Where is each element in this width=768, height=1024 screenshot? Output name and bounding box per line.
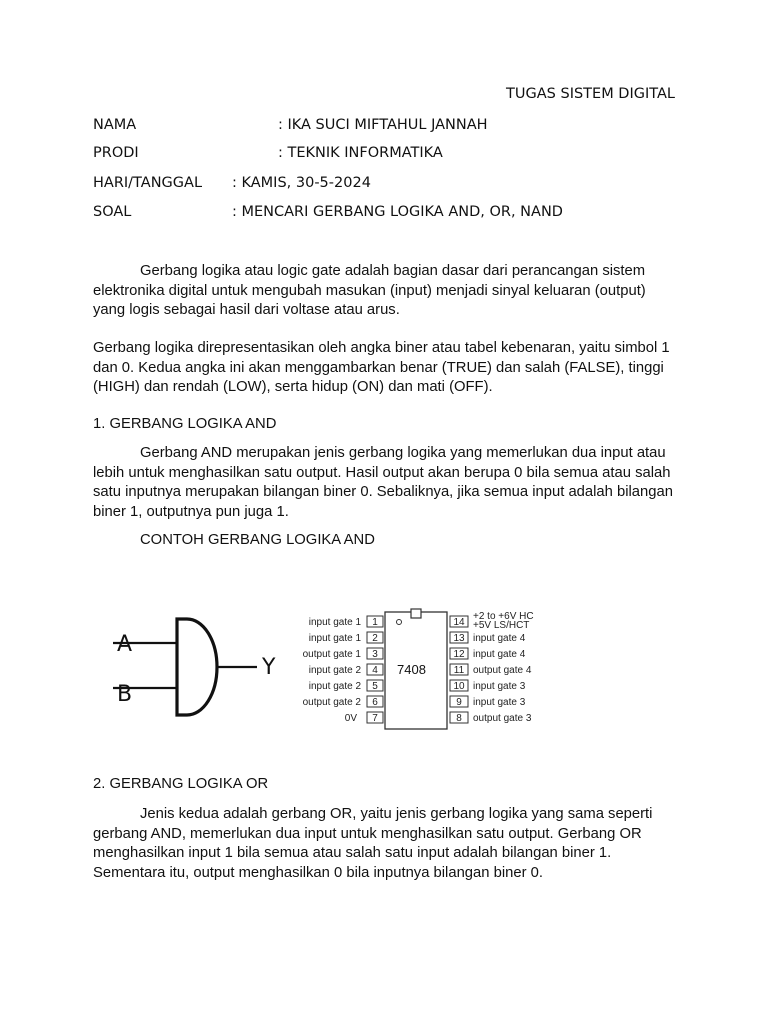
- pin-number: 9: [456, 697, 462, 708]
- right-pin-8: [450, 712, 532, 724]
- pin-label: +2 to +6V HC: [473, 611, 534, 622]
- pin-label: input gate 3: [473, 681, 526, 692]
- pin-label: output gate 4: [473, 665, 532, 676]
- pin-label: 0V: [344, 713, 357, 724]
- right-pin-11: [450, 664, 532, 676]
- pin-number: 8: [456, 713, 462, 724]
- right-pin-12: [450, 648, 526, 660]
- gate-input-a-label: A: [117, 632, 133, 657]
- pin-label: input gate 1: [308, 617, 361, 628]
- left-pin-2: [309, 632, 383, 644]
- left-pin-1: [309, 616, 383, 628]
- meta-label: PRODI: [93, 145, 139, 161]
- meta-value: : KAMIS, 30-5-2024: [232, 175, 371, 191]
- left-pin-6: [303, 696, 383, 708]
- pin-number: 12: [453, 649, 465, 660]
- and-gate-figure: [95, 575, 565, 765]
- section-heading-and: 1. GERBANG LOGIKA AND: [93, 416, 277, 432]
- and-example-heading: CONTOH GERBANG LOGIKA AND: [140, 532, 375, 548]
- meta-label: SOAL: [93, 204, 132, 220]
- pin-label-secondary: +5V LS/HCT: [473, 620, 530, 631]
- meta-label: NAMA: [93, 117, 137, 133]
- intro-paragraph-2: Gerbang logika direpresentasikan oleh angka biner atau tabel kebenaran, yaitu simbol 1 dan 0. Kedua angka ini akan menggambarkan benar (TRUE) dan salah (FALSE), tinggi (HIGH) dan rendah (LOW), serta hidup (ON) dan mati (OFF).: [93, 340, 670, 395]
- pin-label: output gate 3: [473, 713, 532, 724]
- right-pin-10: [450, 680, 526, 692]
- pin-number: 13: [453, 633, 465, 644]
- and-gate-symbol: [113, 619, 276, 715]
- document-title: TUGAS SISTEM DIGITAL: [506, 86, 675, 102]
- pin-label: input gate 1: [308, 633, 361, 644]
- pin-number: 5: [372, 681, 378, 692]
- pin-label: input gate 2: [308, 681, 361, 692]
- pin-number: 3: [372, 649, 378, 660]
- pin-number: 7: [372, 713, 378, 724]
- pin-label: input gate 4: [473, 649, 526, 660]
- pin-number: 1: [372, 617, 378, 628]
- gate-output-y-label: Y: [262, 655, 276, 680]
- left-pin-7: [345, 712, 383, 724]
- pin-label: output gate 1: [302, 649, 361, 660]
- meta-label: HARI/TANGGAL: [93, 175, 203, 191]
- right-pin-14: [450, 611, 534, 631]
- pin-number: 4: [372, 665, 378, 676]
- left-pin-4: [309, 664, 383, 676]
- pin-label: output gate 2: [302, 697, 361, 708]
- left-pin-5: [309, 680, 383, 692]
- meta-value: : MENCARI GERBANG LOGIKA AND, OR, NAND: [232, 204, 563, 220]
- right-pin-9: [450, 696, 526, 708]
- chip-7408-pinout: [303, 609, 534, 729]
- chip-name: 7408: [397, 662, 426, 677]
- meta-value: : IKA SUCI MIFTAHUL JANNAH: [278, 117, 488, 133]
- pin-number: 2: [372, 633, 378, 644]
- intro-paragraph-1: Gerbang logika atau logic gate adalah bagian dasar dari perancangan sistem elektronika digital untuk mengubah masukan (input) menjadi sinyal keluaran (output) yang logis sebagai hasil dari voltase atau arus.: [93, 263, 646, 318]
- pin-label: input gate 2: [308, 665, 361, 676]
- pin-number: 6: [372, 697, 378, 708]
- pin-number: 14: [453, 617, 465, 628]
- right-pin-13: [450, 632, 526, 644]
- section-heading-or: 2. GERBANG LOGIKA OR: [93, 776, 269, 792]
- gate-input-b-label: B: [117, 682, 133, 707]
- pin-number: 11: [453, 665, 465, 676]
- pin-label: input gate 3: [473, 697, 526, 708]
- pin-number: 10: [453, 681, 465, 692]
- and-gate-diagram: [95, 575, 565, 765]
- meta-value: : TEKNIK INFORMATIKA: [278, 145, 443, 161]
- left-pin-3: [303, 648, 383, 660]
- and-paragraph: Gerbang AND merupakan jenis gerbang logika yang memerlukan dua input atau lebih untuk menghasilkan satu output. Hasil output akan berupa 0 bila semua atau salah satu inputnya merupakan bilangan biner 0. Sebaliknya, jika semua input adalah bilangan biner 1, outputnya pun juga 1.: [93, 445, 673, 520]
- or-paragraph: Jenis kedua adalah gerbang OR, yaitu jenis gerbang logika yang sama seperti gerbang AND, memerlukan dua input untuk menghasilkan satu output. Gerbang OR menghasilkan input 1 bila semua atau salah satu input adalah bilangan biner 1. Sementara itu, output menghasilkan 0 bila inputnya bilangan biner 0.: [93, 806, 653, 881]
- pin-label: input gate 4: [473, 633, 526, 644]
